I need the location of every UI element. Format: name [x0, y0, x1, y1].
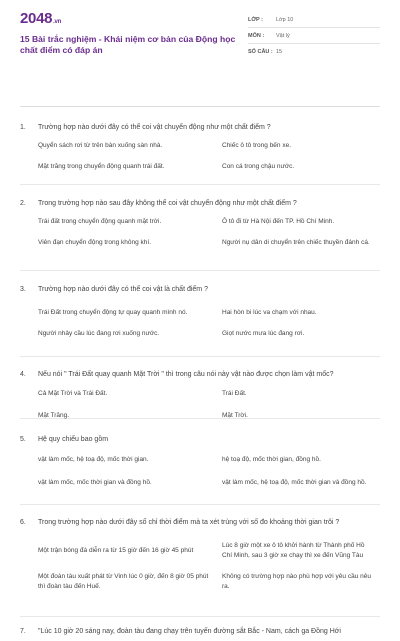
answer-option-d[interactable]: vật làm mốc, hệ toạ độ, mốc thời gian và đồng hồ.: [222, 479, 367, 486]
question-text: [20, 123, 380, 133]
answer-option-c[interactable]: vật làm mốc, mốc thời gian và đồng hồ.: [38, 479, 152, 486]
meta-table: [248, 10, 380, 68]
answer-option-b[interactable]: hệ toạ độ, mốc thời gian, đồng hồ.: [222, 456, 321, 463]
question-text: [20, 435, 380, 445]
answer-options: [20, 303, 380, 339]
header-left: [20, 10, 240, 68]
question-text: [20, 518, 380, 528]
answer-option-b[interactable]: Ô tô đi từ Hà Nội đến TP. Hồ Chí Minh.: [222, 218, 335, 225]
question-4: [20, 357, 380, 419]
question-text: [20, 285, 380, 295]
answer-option-b[interactable]: Hai hòn bi lúc va chạm với nhau.: [222, 309, 317, 316]
answer-option-b[interactable]: Chiếc ô tô trong bến xe.: [222, 142, 292, 149]
question-number: 6.: [20, 519, 26, 526]
answer-option-c[interactable]: Viên đạn chuyển động trong không khí.: [38, 239, 151, 246]
answer-options: [20, 536, 380, 592]
question-1: [20, 107, 380, 185]
meta-value: 15: [276, 49, 283, 55]
question-2: [20, 185, 380, 271]
question-prompt: Trường hợp nào dưới đây có thể coi vật là chất điểm ?: [38, 286, 208, 293]
question-prompt: "Lúc 10 giờ 20 sáng nay, đoàn tàu đang chạy trên tuyến đường sắt Bắc - Nam, cách ga Đồng Hới: [38, 628, 341, 635]
answer-options: [20, 455, 380, 493]
worksheet-header: [20, 10, 380, 68]
question-list: [20, 107, 380, 641]
meta-row-class: [248, 12, 380, 28]
answer-option-d[interactable]: Mặt Trời.: [222, 412, 248, 419]
answer-option-d[interactable]: Người nụ dân di chuyển trên chiếc thuyền đánh cá.: [222, 239, 370, 246]
question-number: 4.: [20, 371, 26, 378]
question-prompt: Nếu nói " Trái Đất quay quanh Mặt Trời " thì trong câu nói này vật nào được chọn làm vật mốc?: [38, 371, 334, 378]
question-text: [20, 627, 380, 637]
question-number: 3.: [20, 286, 26, 293]
answer-option-c[interactable]: Mặt trăng trong chuyển động quanh trái đất.: [38, 163, 165, 170]
answer-options: [20, 389, 380, 421]
document-title: 15 Bài trắc nghiệm - Khái niệm cơ bản của Động học chất điểm có đáp án: [20, 34, 236, 55]
answer-option-c[interactable]: Người nhảy cầu lúc đang rơi xuống nước.: [38, 330, 160, 337]
meta-row-count: [248, 44, 380, 60]
answer-option-a[interactable]: Cả Mặt Trời và Trái Đất.: [38, 390, 108, 397]
question-prompt: Trong trường hợp nào dưới đây số chỉ thời điểm mà ta xét trùng với số đo khoảng thời gian trôi ?: [38, 519, 340, 526]
meta-label: MÔN :: [248, 32, 265, 39]
logo-suffix: .vn: [53, 19, 61, 25]
answer-option-c[interactable]: Mặt Trăng.: [38, 412, 70, 419]
question-3: [20, 271, 380, 357]
question-text: [20, 199, 380, 209]
question-prompt: Hệ quy chiếu bao gồm: [38, 436, 109, 443]
question-prompt: Trường hợp nào dưới đây có thể coi vật chuyển động như một chất điểm ?: [38, 124, 271, 131]
answer-options: [20, 217, 380, 253]
answer-option-a[interactable]: Một trận bóng đá diễn ra từ 15 giờ đến 16 giờ 45 phút: [38, 547, 194, 554]
meta-row-subject: [248, 28, 380, 44]
meta-label: SỐ CÂU :: [248, 49, 273, 55]
answer-option-a[interactable]: Trái đất trong chuyển động quanh mặt trời.: [38, 218, 162, 225]
answer-option-c[interactable]: Một đoàn tàu xuất phát từ Vinh lúc 0 giờ, đến 8 giờ 05 phút thì đoàn tàu đến Huế.: [38, 573, 209, 590]
answer-option-b[interactable]: Lúc 8 giờ một xe ô tô khởi hành từ Thành phố Hồ Chí Minh, sau 3 giờ xe chạy thì xe đến Vũng Tàu: [222, 542, 365, 559]
logo-main: 2048: [20, 10, 53, 27]
question-number: 2.: [20, 200, 26, 207]
question-number: 5.: [20, 436, 26, 443]
answer-options: [20, 141, 380, 172]
question-number: 7.: [20, 628, 26, 635]
question-text: [20, 370, 380, 380]
question-5: [20, 419, 380, 505]
question-7: [20, 617, 380, 641]
question-6: [20, 505, 380, 617]
meta-value: Lớp 10: [276, 16, 294, 23]
answer-option-a[interactable]: vật làm mốc, hệ toạ độ, mốc thời gian.: [38, 456, 149, 463]
site-logo[interactable]: [20, 10, 240, 31]
answer-option-b[interactable]: Trái Đất.: [222, 390, 247, 397]
meta-value: Vật lý: [276, 32, 290, 39]
question-number: 1.: [20, 124, 26, 131]
answer-option-d[interactable]: Con cá trong chậu nước.: [222, 163, 295, 170]
meta-label: LỚP :: [248, 16, 263, 23]
answer-option-d[interactable]: Giọt nước mưa lúc đang rơi.: [222, 330, 305, 337]
answer-option-a[interactable]: Quyển sách rơi từ trên bàn xuống sàn nhà.: [38, 142, 163, 149]
answer-option-a[interactable]: Trái Đất trong chuyển động tự quay quanh mình nó.: [38, 309, 188, 316]
question-prompt: Trong trường hợp nào sau đây không thể coi vật chuyển động như một chất điểm ?: [38, 200, 297, 207]
answer-option-d[interactable]: Không có trường hợp nào phù hợp với yêu cầu nêu ra.: [222, 573, 371, 590]
